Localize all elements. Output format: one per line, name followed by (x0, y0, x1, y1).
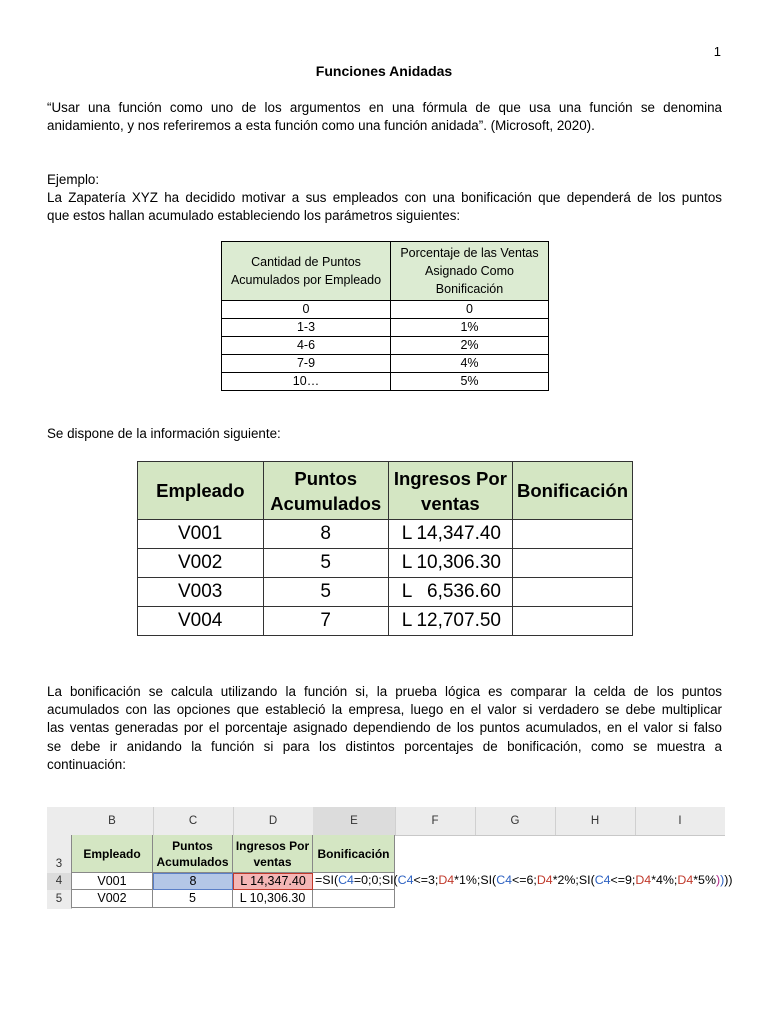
explanation-line: se debe ir anidando la función si para los distintos porcentajes de bonificación, como se muestra a (47, 738, 722, 754)
example-line: que estos hallan acumulado estableciendo los parámetros siguientes: (47, 208, 461, 224)
formula-text[interactable] (315, 873, 733, 888)
formula-token: C4 (594, 873, 611, 887)
cell-d4[interactable]: L 14,347.40 (233, 873, 313, 890)
amount: 14,347.40 (416, 523, 501, 544)
explanation-paragraph (47, 683, 722, 774)
puntos-cell: 8 (263, 520, 388, 549)
info-intro: Se dispone de la información siguiente: (47, 426, 281, 441)
sheet-header-bonificacion[interactable]: Bonificación (313, 835, 395, 873)
table-row (222, 337, 549, 355)
column-header-b[interactable]: B (71, 807, 154, 835)
explanation-line: La bonificación se calcula utilizando la función si, la prueba lógica es comparar la celda de los puntos (47, 684, 722, 699)
amount: 6,536.60 (427, 581, 501, 602)
employee-data-table (137, 461, 633, 636)
rules-cell: 2% (391, 337, 549, 355)
cell-b5[interactable]: V002 (71, 890, 153, 908)
empleado-cell: V004 (138, 607, 264, 636)
data-header-ingresos: Ingresos Por ventas (388, 462, 512, 520)
rules-header-points: Cantidad de Puntos Acumulados por Empleado (222, 242, 391, 301)
table-row (138, 607, 633, 636)
rules-cell: 1-3 (222, 319, 391, 337)
formula-token: <=3; (413, 873, 439, 887)
empleado-cell: V003 (138, 578, 264, 607)
sheet-header-ingresos[interactable]: Ingresos Por ventas (233, 835, 313, 873)
amount: 12,707.50 (416, 610, 501, 631)
table-row (222, 301, 549, 319)
rules-cell: 7-9 (222, 355, 391, 373)
data-header-empleado: Empleado (138, 462, 264, 520)
column-header-h[interactable]: H (555, 807, 636, 835)
example-line: La Zapatería XYZ ha decidido motivar a sus empleados con una bonificación que dependerá de los puntos (47, 190, 722, 206)
page-title: Funciones Anidadas (315, 63, 453, 79)
formula-token: *4%; (651, 873, 678, 887)
cell-e5[interactable] (313, 890, 395, 908)
formula-token: D4 (677, 873, 694, 887)
bonificacion-cell (512, 578, 632, 607)
rules-cell: 5% (391, 373, 549, 391)
currency-symbol: L (401, 581, 413, 602)
example-label: Ejemplo: (47, 172, 100, 187)
sheet-header-empleado[interactable]: Empleado (71, 835, 153, 873)
formula-token: ) (728, 873, 733, 887)
currency-symbol: L (401, 523, 413, 544)
formula-token: D4 (536, 873, 553, 887)
quote-paragraph (47, 99, 722, 135)
currency-symbol: L (401, 610, 413, 631)
formula-token: =0;0;SI( (353, 873, 398, 887)
formula-token: <=6; (512, 873, 537, 887)
formula-token: *2%;SI( (552, 873, 595, 887)
rules-cell: 4-6 (222, 337, 391, 355)
formula-token: C4 (338, 873, 354, 887)
currency-symbol: L (401, 552, 413, 573)
sheet-header-puntos[interactable]: Puntos Acumulados (153, 835, 233, 873)
table-row (138, 549, 633, 578)
cell-c5[interactable]: 5 (153, 890, 233, 908)
ingresos-cell (388, 549, 512, 578)
cell-c4[interactable]: 8 (153, 873, 233, 890)
formula-token: ) (724, 873, 729, 887)
formula-token: *1%;SI( (454, 873, 497, 887)
explanation-line: acumulados con las opciones que estableció la empresa, luego en el valor si verdadero se debe multiplicar (47, 702, 722, 718)
puntos-cell: 7 (263, 607, 388, 636)
cell-d5[interactable]: L 10,306.30 (233, 890, 313, 908)
formula-token: D4 (635, 873, 652, 887)
empleado-cell: V001 (138, 520, 264, 549)
table-row (222, 319, 549, 337)
ingresos-cell (388, 607, 512, 636)
formula-token: C4 (397, 873, 414, 887)
page-number: 1 (713, 44, 721, 59)
table-row (222, 355, 549, 373)
amount: 10,306.30 (416, 552, 501, 573)
bonificacion-cell (512, 520, 632, 549)
points-rules-table (221, 241, 549, 391)
column-header-e[interactable]: E (313, 807, 396, 835)
empleado-cell: V002 (138, 549, 264, 578)
column-header-c[interactable]: C (153, 807, 234, 835)
rules-header-percent: Porcentaje de las Ventas Asignado Como Bonificación (391, 242, 549, 301)
cell-b4[interactable]: V001 (71, 873, 153, 890)
formula-token: C4 (496, 873, 513, 887)
formula-token: *5% (693, 873, 716, 887)
table-row (222, 373, 549, 391)
bonificacion-cell (512, 549, 632, 578)
puntos-cell: 5 (263, 549, 388, 578)
ingresos-cell (388, 578, 512, 607)
rules-cell: 4% (391, 355, 549, 373)
column-header-g[interactable]: G (475, 807, 556, 835)
example-paragraph (47, 171, 722, 226)
table-row (138, 578, 633, 607)
column-header-f[interactable]: F (395, 807, 476, 835)
column-header-d[interactable]: D (233, 807, 314, 835)
rules-cell: 0 (391, 301, 549, 319)
puntos-cell: 5 (263, 578, 388, 607)
table-row (138, 520, 633, 549)
data-header-bonificacion: Bonificación (512, 462, 632, 520)
formula-token: D4 (438, 873, 455, 887)
row-header-3[interactable]: 3 (55, 858, 63, 870)
spreadsheet-image (47, 807, 733, 909)
explanation-line: continuación: (47, 756, 126, 772)
quote-line: “Usar una función como uno de los argumentos en una fórmula de que usa una función se denomina (47, 100, 722, 115)
row-header-4[interactable]: 4 (47, 873, 71, 890)
column-header-i[interactable]: I (678, 815, 682, 827)
ingresos-cell (388, 520, 512, 549)
formula-token: =SI( (315, 873, 339, 887)
bonificacion-cell (512, 607, 632, 636)
rules-cell: 0 (222, 301, 391, 319)
row-header-5[interactable]: 5 (55, 893, 63, 905)
quote-line: anidamiento, y nos referiremos a esta función como una función anidada”. (Microsoft, 2020). (47, 118, 595, 134)
formula-token: ) (715, 873, 721, 887)
data-header-puntos: Puntos Acumulados (263, 462, 388, 520)
rules-cell: 1% (391, 319, 549, 337)
explanation-line: las ventas generadas por el porcentaje asignado dependiendo de los puntos acumulados, en el valor si falso (47, 720, 722, 736)
formula-token: ) (720, 873, 725, 887)
rules-cell: 10… (222, 373, 391, 391)
formula-token: <=9; (610, 873, 636, 887)
